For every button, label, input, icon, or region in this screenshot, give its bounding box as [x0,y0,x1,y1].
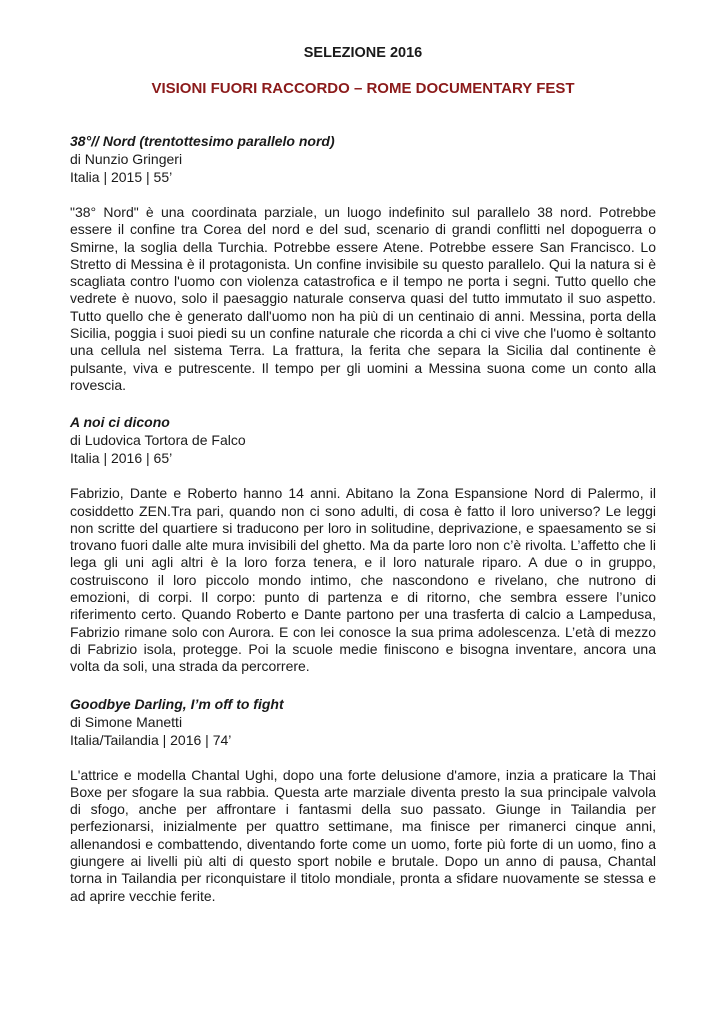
film-director: di Ludovica Tortora de Falco [70,432,246,449]
film-entry [70,132,656,394]
film-entry [70,695,656,905]
film-synopsis: "38° Nord" è una coordinata parziale, un luogo indefinito sul parallelo 38 nord. Potrebbe essere il confine tra Corea del nord e del sud, scenario di grandi conflitti nel dopoguerra o Smirne, la soglia della Turchia. Potrebbe essere Atene. Potrebbe essere San Francisco. Lo Stretto di Messina è il protagonista. Un confine invisibile su questo parallelo. Qui la natura si è scagliata contro l'uomo con violenza catastrofica e il tempo ne porta i segni. Tutto quello che vedrete è nuovo, solo il paesaggio naturale conserva quasi del tutto immutato il suo aspetto. Tutto quello che è generato dall'uomo non ha più di un centinaio di anni. Messina, porta della Sicilia, poggia i suoi piedi su un confine naturale che ricorda a chi ci vive che l'uomo è soltanto una cellula nel sistema Terra. La frattura, la ferita che separa la Sicilia dal continente è pulsante, viva e putrescente. Il tempo per gli uomini a Messina suona come un conto alla rovescia. [70,204,656,393]
film-entry [70,413,656,675]
film-synopsis: Fabrizio, Dante e Roberto hanno 14 anni. Abitano la Zona Espansione Nord di Palermo, il cosiddetto ZEN.Tra pari, quando non ci sono adulti, di cosa è fatto il loro universo? Le leggi non scritte del quartiere si traducono per loro in solitudine, deprivazione, e spaesamento se si trovano fuori dalle alte mura invisibili del ghetto. Ma da parte loro non c’è rivolta. L’affetto che li lega gli uni agli altri è la loro forza tenera, e il loro naturale riparo. A due o in gruppo, costruiscono il loro piccolo mondo intimo, che nascondono e rivelano, che nutrono di emozioni, di corpi. Il corpo: punto di partenza e di ritorno, che sembra essere l’unico riferimento certo. Quando Roberto e Dante partono per una trasferta di calcio a Lampedusa, Fabrizio rimane solo con Aurora. E con lei conosce la sua prima adolescenza. L’età di mezzo di Fabrizio isola, protegge. Poi la scuole medie finiscono e bisogna inventare, ancora una volta da soli, una strada da percorrere. [70,485,656,675]
film-info: Italia/Tailandia | 2016 | 74’ [70,731,232,748]
film-info: Italia | 2015 | 55’ [70,169,173,185]
film-synopsis: L'attrice e modella Chantal Ughi, dopo una forte delusione d'amore, inzia a praticare la Thai Boxe per sfogare la sua rabbia. Questa arte marziale diventa presto la sua principale valvola di sfogo, anche per affrontare i fantasmi della suo passato. Giunge in Tailandia per perfezionarsi, inizialmente per quattro settimane, ma finisce per rimanerci cinque anni, allenandosi e combattendo, diventando forte come un uomo, forte più forte di un uomo, fino a giungere ai livelli più alti di questo sport nobile e brutale. Dopo un anno di pausa, Chantal torna in Tailandia per riconquistare il titolo mondiale, pronta a sfidare nuovamente se stessa e ad aprire vecchie ferite. [70,766,656,904]
film-info: Italia | 2016 | 65’ [70,450,173,467]
film-title: 38°// Nord (trentottesimo parallelo nord) [70,133,335,149]
festival-title: VISIONI FUORI RACCORDO – ROME DOCUMENTARY FEST [151,80,575,97]
film-director: di Nunzio Gringeri [70,151,183,167]
document-page [70,44,656,905]
film-director: di Simone Manetti [70,713,183,730]
film-title: Goodbye Darling, I’m off to fight [70,695,284,712]
film-title: A noi ci dicono [70,414,170,431]
selection-heading: SELEZIONE 2016 [303,45,423,61]
